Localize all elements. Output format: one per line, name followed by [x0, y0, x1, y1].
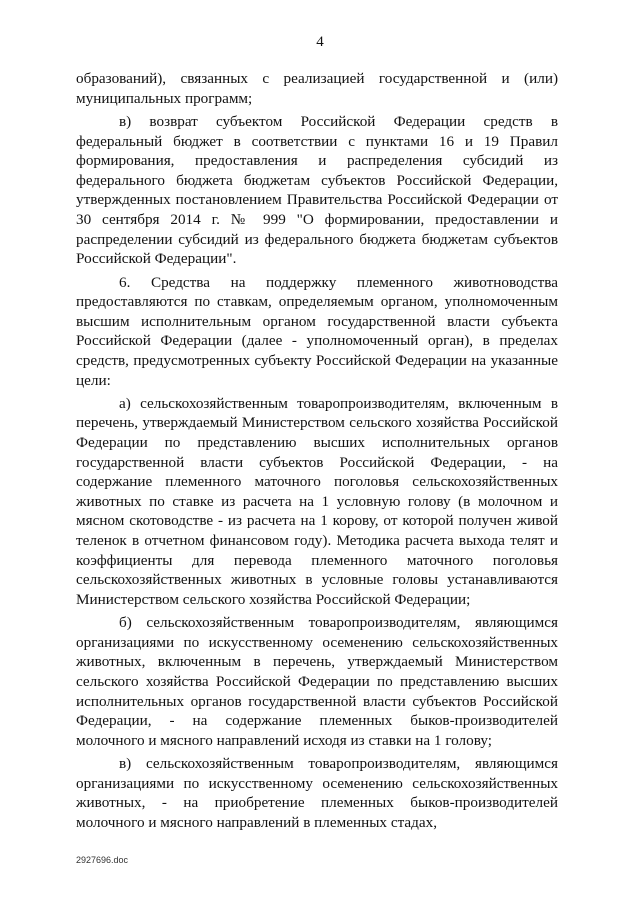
paragraph-item-v: в) сельскохозяйственным товаропроизводителям, являющимся организациями по искусственному осеменению сельскохозяйственных животных, - на приобретение племенных быков-производителей молочного и мясного направлений в племенных стадах,: [76, 755, 558, 831]
paragraph-item-a: а) сельскохозяйственным товаропроизводителям, включенным в перечень, утверждаемый Министерством сельского хозяйства Российской Федерации по представлению высших исполнительных органов государственной власти субъектов Российской Федерации, - на содержание племенного маточного поголовья сельскохозяйственных животных по ставке из расчета на 1 условную голову (в молочном и мясном скотоводстве - из расчета на 1 корову, от которой получен живой теленок в отчетном финансовом году). Методика расчета выхода телят и коэффициенты для перевода племенного маточного поголовья сельскохозяйственных животных в условные головы устанавливаются Министерством сельского хозяйства Российской Федерации;: [76, 394, 558, 608]
page-number: 4: [316, 34, 324, 50]
paragraph-continuation: образований), связанных с реализацией государственной и (или) муниципальных программ;: [76, 70, 558, 107]
document-body: [76, 69, 558, 836]
paragraph-point-6: 6. Средства на поддержку племенного животноводства предоставляются по ставкам, определяемым органом, уполномоченным высшим исполнительным органом государственной власти субъекта Российской Федерации (далее - уполномоченный орган), в пределах средств, предусмотренных субъекту Российской Федерации на указанные цели:: [76, 273, 558, 389]
paragraph-item-b: б) сельскохозяйственным товаропроизводителям, являющимся организациями по искусственному осеменению сельскохозяйственных животных, включенным в перечень, утверждаемый Министерством сельского хозяйства Российской Федерации по представлению высших исполнительных органов государственной власти субъектов Российской Федерации, - на содержание племенных быков-производителей молочного и мясного направлений исходя из ставки на 1 голову;: [76, 614, 558, 749]
document-file-code: 2927696.doc: [76, 855, 129, 865]
paragraph-item-v-return: в) возврат субъектом Российской Федерации средств в федеральный бюджет в соответствии с пунктами 16 и 19 Правил формирования, предоставления и распределения субсидий из федерального бюджета бюджетам субъектов Российской Федерации, утвержденных постановлением Правительства Российской Федерации от 30 сентября 2014 г. № 999 "О формировании, предоставлении и распределении субсидий из федерального бюджета бюджетам субъектов Российской Федерации".: [76, 112, 558, 268]
